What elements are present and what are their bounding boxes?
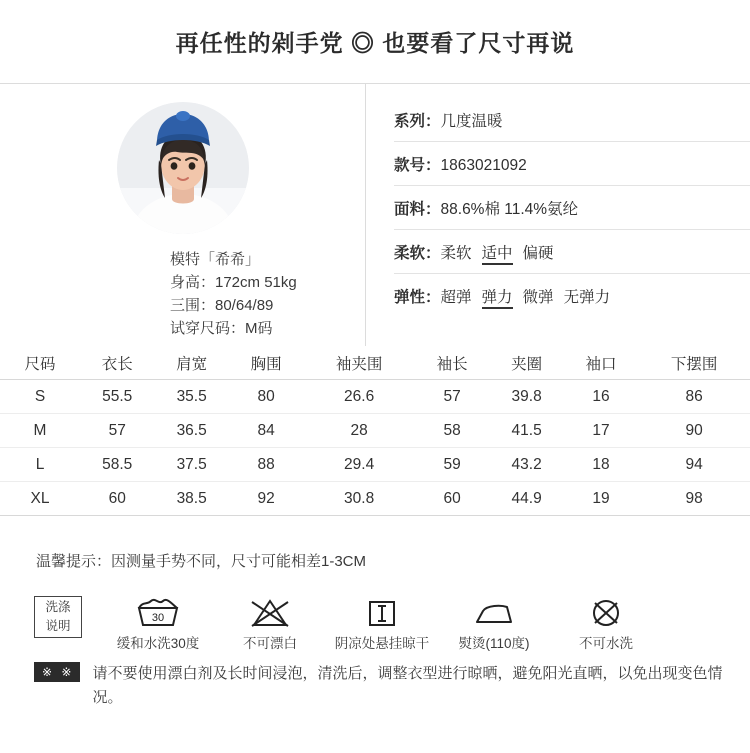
softness-option-medium[interactable]: 适中 <box>482 245 513 265</box>
spec-series-value: 几度温暖 <box>440 113 503 130</box>
header-hem: 下摆围 <box>670 355 718 373</box>
wash-tub-30-icon <box>102 596 214 630</box>
care-badge <box>34 596 82 638</box>
cell-size: S <box>34 387 46 405</box>
model-measurements: 三围：80/64/89 <box>170 297 274 314</box>
cell-armhole: 41.5 <box>511 421 542 439</box>
cell-cuff: 17 <box>592 421 610 439</box>
header-length: 衣长 <box>101 355 133 373</box>
care-item-no-bleach-label: 不可漂白 <box>243 636 297 651</box>
model-photo-illustration <box>117 102 249 234</box>
spec-style-label: 款号： <box>394 157 441 174</box>
model-try-on-size: 试穿尺码：M码 <box>170 320 273 337</box>
header-armhole: 夹圈 <box>511 355 543 373</box>
model-column <box>0 84 365 346</box>
softness-option-soft[interactable]: 柔软 <box>440 245 472 262</box>
cell-cuff: 19 <box>592 489 610 507</box>
care-badge-line2: 说明 <box>45 619 71 633</box>
model-info <box>0 248 365 340</box>
model-name: 模特「希希」 <box>170 251 261 268</box>
cell-hem: 86 <box>685 387 703 405</box>
cell-shoulder: 38.5 <box>176 489 207 507</box>
spec-style-no <box>394 142 750 186</box>
care-item-wash <box>102 596 214 652</box>
spec-fabric-label: 面料： <box>394 201 441 218</box>
cell-length: 58.5 <box>102 455 133 473</box>
softness-option-firm[interactable]: 偏硬 <box>522 245 554 262</box>
cell-sleeve-length: 57 <box>443 387 461 405</box>
cell-armhole: 43.2 <box>511 455 542 473</box>
header-shoulder: 肩宽 <box>176 355 208 373</box>
care-item-hang-dry-label: 阴凉处悬挂晾干 <box>334 636 430 651</box>
cell-bust: 88 <box>257 455 275 473</box>
cell-cuff: 18 <box>592 455 610 473</box>
model-photo <box>117 102 249 234</box>
table-row <box>0 482 750 516</box>
cell-sleeve-length: 59 <box>443 455 461 473</box>
cell-bust: 84 <box>257 421 275 439</box>
cell-bust: 92 <box>257 489 275 507</box>
header-sleeve-length: 袖长 <box>436 355 468 373</box>
warning-text: 请不要使用漂白剂及长时间浸泡，清洗后，调整衣型进行晾晒，避免阳光直晒，以免出现变色情况。 <box>92 665 723 706</box>
cell-sleeve-width: 30.8 <box>344 489 375 507</box>
cell-sleeve-width: 29.4 <box>344 455 375 473</box>
elastic-option-slight[interactable]: 微弹 <box>522 289 554 306</box>
cell-cuff: 16 <box>592 387 610 405</box>
hang-dry-shade-icon <box>326 596 438 630</box>
elastic-option-super[interactable]: 超弹 <box>440 289 472 306</box>
cell-armhole: 44.9 <box>511 489 542 507</box>
size-table <box>0 346 750 516</box>
spec-elasticity-label: 弹性： <box>394 289 441 306</box>
spec-column <box>365 84 750 346</box>
cell-armhole: 39.8 <box>511 387 542 405</box>
care-item-no-dry-clean-label: 不可水洗 <box>579 636 633 651</box>
no-bleach-icon <box>214 596 326 630</box>
cell-sleeve-length: 60 <box>443 489 461 507</box>
cell-shoulder: 36.5 <box>176 421 207 439</box>
iron-110-icon <box>438 596 550 630</box>
cell-sleeve-length: 58 <box>443 421 461 439</box>
size-table-head <box>0 346 750 380</box>
spec-fabric-value: 88.6%棉 11.4%氨纶 <box>440 201 579 218</box>
warning-mark: ※ ※ <box>34 662 80 682</box>
cell-length: 55.5 <box>102 387 133 405</box>
warning-row <box>34 662 724 710</box>
cell-hem: 94 <box>685 455 703 473</box>
table-row <box>0 414 750 448</box>
table-row <box>0 380 750 414</box>
header-size: 尺码 <box>24 355 56 373</box>
size-table-body <box>0 380 750 516</box>
cell-length: 57 <box>108 421 126 439</box>
spec-style-value: 1863021092 <box>440 157 527 174</box>
care-item-wash-label: 缓和水洗30度 <box>116 636 200 651</box>
care-item-no-dry-clean <box>550 596 662 652</box>
table-row <box>0 448 750 482</box>
header-sleeve-width: 袖夹围 <box>335 355 383 373</box>
spec-elasticity <box>394 274 750 317</box>
spec-series <box>394 98 750 142</box>
care-item-iron-label: 熨烫(110度) <box>458 636 530 651</box>
elastic-option-none[interactable]: 无弹力 <box>563 289 611 306</box>
measurement-note: 温馨提示：因测量手势不同，尺寸可能相差1-3CM <box>36 553 367 570</box>
page-header <box>0 0 750 84</box>
spec-series-label: 系列： <box>394 113 441 130</box>
care-item-no-bleach <box>214 596 326 652</box>
header-bust: 胸围 <box>250 355 282 373</box>
cell-size: XL <box>30 489 50 507</box>
svg-text:30: 30 <box>151 612 165 624</box>
size-table-header-row <box>0 346 750 380</box>
cell-shoulder: 35.5 <box>176 387 207 405</box>
cell-sleeve-width: 26.6 <box>344 387 375 405</box>
elastic-option-stretch[interactable]: 弹力 <box>482 289 513 309</box>
model-and-spec-block <box>0 84 750 346</box>
spec-softness <box>394 230 750 274</box>
care-badge-line1: 洗涤 <box>45 600 71 614</box>
cell-hem: 90 <box>685 421 703 439</box>
cell-sleeve-width: 28 <box>350 421 368 439</box>
spec-softness-label: 柔软： <box>394 245 441 262</box>
model-height-weight: 身高：172cm 51kg <box>170 274 297 291</box>
header-cuff: 袖口 <box>585 355 617 373</box>
care-item-iron <box>438 596 550 652</box>
care-item-hang-dry <box>326 596 438 652</box>
cell-size: M <box>33 421 47 439</box>
care-instructions-row <box>34 596 724 654</box>
cell-length: 60 <box>108 489 126 507</box>
no-dry-clean-icon <box>550 596 662 630</box>
page-title: 再任性的剁手党 ◎ 也要看了尺寸再说 <box>175 30 575 56</box>
cell-bust: 80 <box>257 387 275 405</box>
cell-size: L <box>35 455 45 473</box>
cell-shoulder: 37.5 <box>176 455 207 473</box>
cell-hem: 98 <box>685 489 703 507</box>
spec-fabric <box>394 186 750 230</box>
